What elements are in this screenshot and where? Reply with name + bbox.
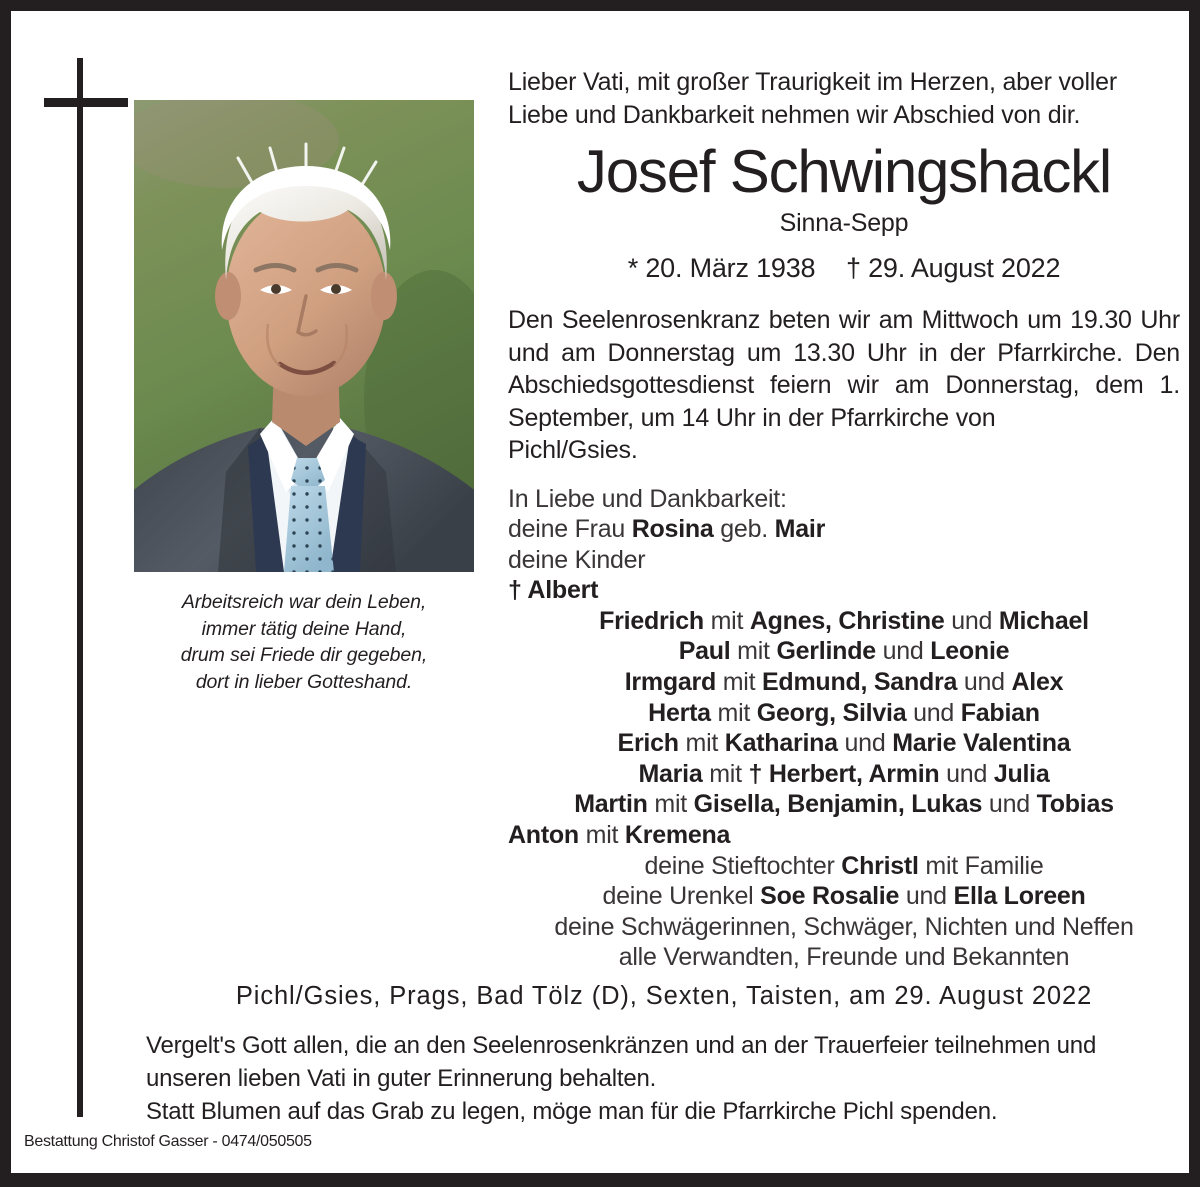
family-member-name: Michael bbox=[998, 606, 1089, 635]
family-member-name: Julia bbox=[993, 759, 1050, 788]
family-connector-text: mit bbox=[716, 668, 762, 697]
portrait-photo bbox=[134, 100, 474, 572]
family-row bbox=[508, 851, 1180, 882]
family-row bbox=[508, 912, 1180, 943]
birth-symbol: * bbox=[627, 253, 639, 283]
family-row bbox=[508, 942, 1180, 973]
family-connector-text: mit bbox=[703, 606, 750, 635]
family-row bbox=[508, 514, 1180, 545]
family-member-name: Paul bbox=[678, 637, 731, 666]
family-connector-text: mit bbox=[678, 729, 725, 758]
family-member-name: Rosina bbox=[631, 515, 714, 544]
family-list bbox=[508, 484, 1180, 974]
family-row bbox=[508, 759, 1180, 790]
deceased-nickname: Sinna-Sepp bbox=[779, 209, 909, 237]
family-member-name: Edmund, Sandra bbox=[762, 668, 958, 697]
family-row bbox=[508, 881, 1180, 912]
verse-line-3: drum sei Friede dir gegeben, bbox=[180, 644, 428, 666]
family-connector-text: deine Schwägerinnen, Schwäger, Nichten und Neffen bbox=[554, 912, 1134, 941]
places-and-date: Pichl/Gsies, Prags, Bad Tölz (D), Sexten, Taisten, am 29. August 2022 bbox=[235, 982, 1093, 1010]
family-connector-text: und bbox=[944, 606, 999, 635]
verse-line-1: Arbeitsreich war dein Leben, bbox=[181, 591, 427, 613]
family-connector-text: deine Kinder bbox=[508, 545, 646, 574]
verse-line-2: immer tätig deine Hand, bbox=[201, 617, 407, 640]
family-member-name: Christl bbox=[841, 851, 919, 880]
family-connector-text: deine Stieftochter bbox=[644, 851, 842, 880]
closing-message bbox=[146, 1029, 1146, 1128]
family-rows-container bbox=[508, 514, 1180, 973]
family-member-name: Georg, Silvia bbox=[756, 698, 907, 727]
life-dates bbox=[508, 252, 1180, 284]
family-connector-text: geb. bbox=[713, 515, 775, 544]
closing-line-1: Vergelt's Gott allen, die an den Seelenrosenkränzen und an der Trauerfeier teilnehmen und bbox=[146, 1032, 1097, 1059]
family-connector-text: und bbox=[939, 759, 994, 788]
family-member-name: Tobias bbox=[1036, 790, 1114, 819]
family-row bbox=[508, 575, 1180, 606]
family-member-name: Maria bbox=[638, 759, 703, 788]
family-member-name: Irmgard bbox=[624, 668, 717, 697]
family-member-name: Fabian bbox=[960, 698, 1040, 727]
family-connector-text: mit bbox=[578, 821, 625, 850]
family-member-name: Friedrich bbox=[599, 606, 704, 635]
verse-line-4: dort in lieber Gotteshand. bbox=[195, 670, 413, 693]
family-heading: In Liebe und Dankbarkeit: bbox=[508, 484, 787, 513]
family-connector-text: mit bbox=[702, 759, 749, 788]
memorial-verse bbox=[134, 589, 474, 695]
family-member-name: Gerlinde bbox=[776, 637, 876, 666]
intro-line-2: Liebe und Dankbarkeit nehmen wir Abschied von dir. bbox=[508, 101, 1081, 129]
intro-message bbox=[508, 66, 1180, 132]
cross-icon-vertical-bar bbox=[77, 58, 83, 1117]
family-row bbox=[508, 606, 1180, 637]
family-row bbox=[508, 789, 1180, 820]
family-connector-text: mit Familie bbox=[918, 851, 1044, 880]
notice-card bbox=[11, 11, 1189, 1173]
family-member-name: Marie Valentina bbox=[892, 729, 1071, 758]
family-row bbox=[508, 698, 1180, 729]
family-member-name: Kremena bbox=[624, 821, 731, 850]
family-connector-text: mit bbox=[710, 698, 757, 727]
funeral-home-credit: Bestattung Christof Gasser - 0474/050505 bbox=[24, 1133, 312, 1150]
intro-line-1: Lieber Vati, mit großer Traurigkeit im Herzen, aber voller bbox=[508, 68, 1117, 96]
family-row bbox=[508, 636, 1180, 667]
family-row bbox=[508, 728, 1180, 759]
service-details bbox=[508, 304, 1180, 467]
family-member-name: Martin bbox=[574, 790, 648, 819]
birth-date: 20. März 1938 bbox=[645, 253, 816, 283]
family-connector-text: deine Frau bbox=[508, 515, 632, 544]
death-date: 29. August 2022 bbox=[868, 253, 1061, 283]
family-member-name: Ella Loreen bbox=[953, 882, 1086, 911]
service-body: Den Seelenrosenkranz beten wir am Mittwoch um 19.30 Uhr und am Donnerstag um 13.30 Uhr in der Pfarrkirche. Den Abschiedsgottesdienst feiern wir am Donnerstag, dem 1. September, um 14 Uhr in der Pfarrkirche von bbox=[508, 306, 1180, 432]
closing-line-2: unseren lieben Vati in guter Erinnerung behalten. bbox=[146, 1065, 657, 1092]
family-connector-text: und bbox=[875, 637, 931, 666]
deceased-name: Josef Schwingshackl bbox=[576, 138, 1112, 205]
family-connector-text: deine Urenkel bbox=[602, 882, 761, 911]
family-member-name: † Albert bbox=[508, 576, 599, 605]
family-connector-text: und bbox=[982, 790, 1037, 819]
death-symbol: † bbox=[845, 253, 861, 283]
family-member-name: Anton bbox=[508, 821, 579, 850]
family-row bbox=[508, 545, 1180, 576]
family-member-name: Soe Rosalie bbox=[760, 882, 900, 911]
family-row bbox=[508, 820, 1180, 851]
family-member-name: Agnes, Christine bbox=[749, 606, 945, 635]
family-member-name: † Herbert, Armin bbox=[748, 759, 940, 788]
cross-icon-horizontal-bar bbox=[44, 98, 128, 107]
family-member-name: Gisella, Benjamin, Lukas bbox=[693, 790, 983, 819]
family-connector-text: und bbox=[906, 698, 961, 727]
family-member-name: Herta bbox=[648, 698, 711, 727]
family-connector-text: mit bbox=[647, 790, 694, 819]
family-connector-text: und bbox=[957, 668, 1012, 697]
family-member-name: Mair bbox=[774, 515, 826, 544]
family-connector-text: mit bbox=[730, 637, 777, 666]
closing-line-3: Statt Blumen auf das Grab zu legen, möge man für die Pfarrkirche Pichl spenden. bbox=[146, 1098, 998, 1125]
family-connector-text: und bbox=[899, 882, 954, 911]
family-connector-text: und bbox=[837, 729, 893, 758]
family-member-name: Leonie bbox=[930, 637, 1010, 666]
family-member-name: Erich bbox=[617, 729, 679, 758]
family-connector-text: alle Verwandten, Freunde und Bekannten bbox=[618, 943, 1070, 972]
family-row bbox=[508, 667, 1180, 698]
family-member-name: Alex bbox=[1011, 668, 1064, 697]
family-member-name: Katharina bbox=[724, 729, 838, 758]
service-location: Pichl/Gsies. bbox=[508, 436, 638, 464]
